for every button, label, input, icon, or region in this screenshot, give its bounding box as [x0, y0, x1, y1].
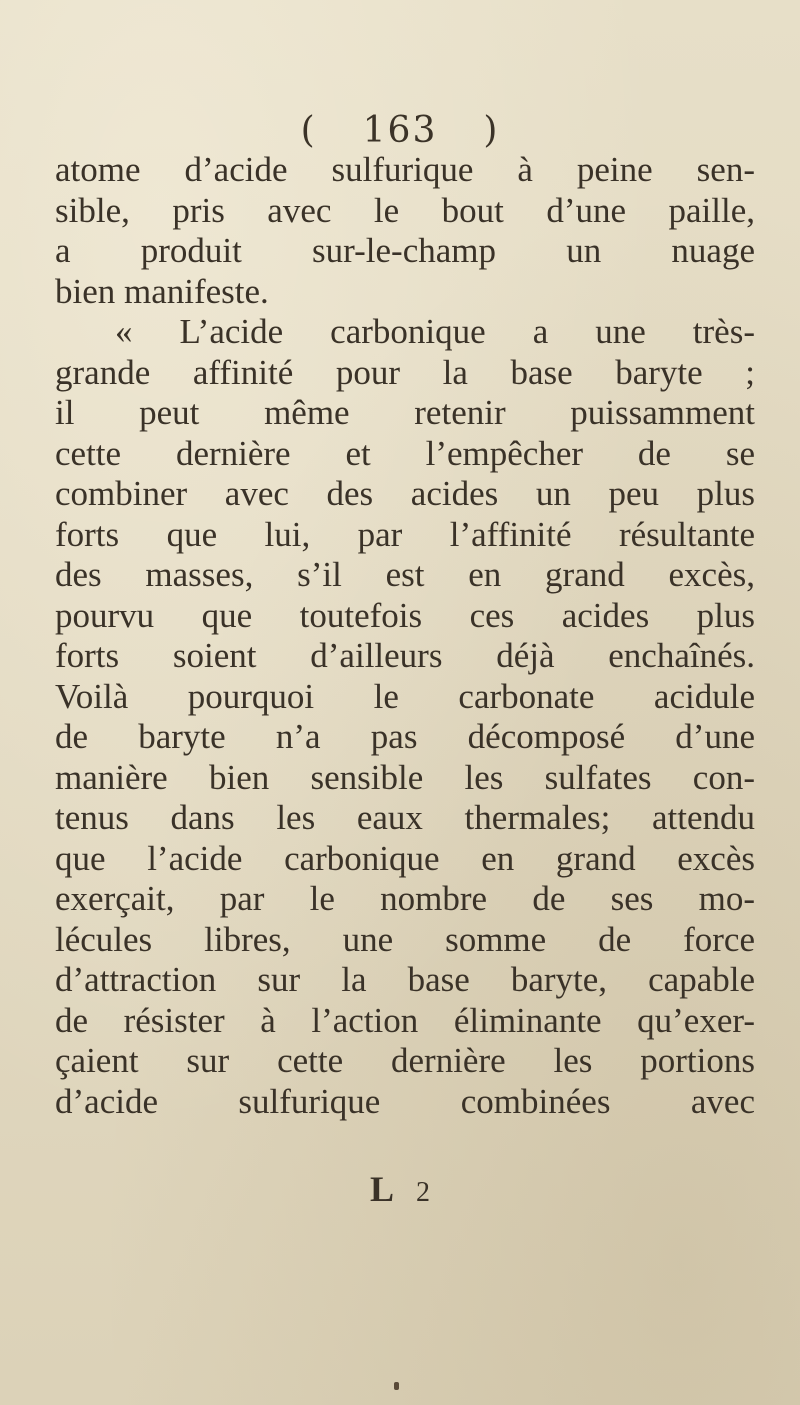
- text-line: de baryte n’a pas décomposé d’une: [55, 717, 755, 756]
- text-line: combiner avec des acides un peu plus: [55, 474, 755, 513]
- text-line: atome d’acide sulfurique à peine sen-: [55, 150, 755, 189]
- body-text: [55, 150, 755, 1122]
- signature-mark: [0, 1168, 800, 1210]
- page-header: [0, 110, 800, 151]
- text-line: çaient sur cette dernière les portions: [55, 1041, 755, 1080]
- text-line: tenus dans les eaux thermales; attendu: [55, 798, 755, 837]
- text-line: manière bien sensible les sulfates con-: [55, 757, 755, 797]
- text-line: forts soient d’ailleurs déjà enchaînés.: [55, 636, 755, 675]
- text-line: exerçait, par le nombre de ses mo-: [55, 879, 755, 918]
- ink-speck: [394, 1382, 399, 1390]
- text-line: d’attraction sur la base baryte, capable: [55, 960, 755, 999]
- header-paren-open: (: [300, 110, 317, 151]
- text-line: Voilà pourquoi le carbonate acidule: [55, 676, 755, 716]
- text-line: il peut même retenir puissamment: [55, 393, 755, 432]
- text-line: lécules libres, une somme de force: [55, 919, 755, 959]
- text-line: que l’acide carbonique en grand excès: [55, 838, 755, 878]
- text-line: forts que lui, par l’affinité résultante: [55, 514, 755, 554]
- text-line: a produit sur-le-champ un nuage: [55, 231, 755, 270]
- text-line: « L’acide carbonique a une très-: [115, 312, 755, 351]
- signature-letter: L: [369, 1169, 394, 1209]
- text-line: bien manifeste.: [55, 271, 269, 311]
- text-line: cette dernière et l’empêcher de se: [55, 433, 755, 473]
- text-line: des masses, s’il est en grand excès,: [55, 555, 755, 594]
- text-line: pourvu que toutefois ces acides plus: [55, 595, 755, 635]
- text-line: de résister à l’action éliminante qu’exer-: [55, 1000, 755, 1040]
- text-line: d’acide sulfurique combinées avec: [55, 1081, 755, 1121]
- signature-number: 2: [416, 1177, 430, 1208]
- text-line: grande affinité pour la base baryte ;: [55, 352, 755, 392]
- page-number: 163: [362, 110, 438, 151]
- text-line: sible, pris avec le bout d’une paille,: [55, 190, 755, 230]
- header-paren-close: ): [483, 110, 500, 151]
